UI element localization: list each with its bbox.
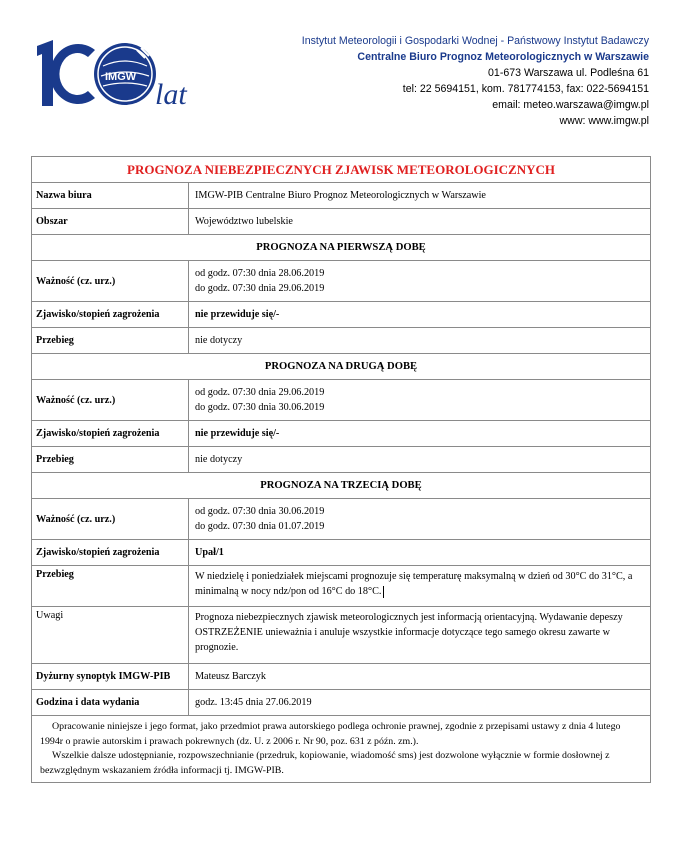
document-title: PROGNOZA NIEBEZPIECZNYCH ZJAWISK METEOROLOGICZNYCH: [127, 161, 555, 177]
course-value: nie dotyczy: [195, 335, 243, 346]
course-text: W niedzielę i poniedziałek miejscami prognozuje się temperaturę maksymalną w dzień od 30°C do 31°C, a minimalną w nocy ndz/pon od 16°C do 18°C.: [195, 571, 633, 597]
validity-label: Ważność (cz. urz.): [32, 499, 189, 539]
imgw-100-years-logo: [33, 36, 208, 114]
validity-from: od godz. 07:30 dnia 28.06.2019: [195, 268, 325, 279]
validity-value: [189, 499, 650, 539]
email-line: email: meteo.warszawa@imgw.pl: [492, 99, 649, 111]
day3-validity-row: [32, 498, 650, 539]
area-row: [32, 208, 650, 234]
office-row: [32, 182, 650, 208]
copyright-footer: [32, 715, 650, 782]
course-value: [189, 566, 650, 606]
day2-course-row: [32, 446, 650, 472]
phone-line: tel: 22 5694151, kom. 781774153, fax: 022-5694151: [402, 83, 649, 95]
course-value: nie dotyczy: [195, 454, 243, 465]
day1-course-row: [32, 327, 650, 353]
day2-validity-row: [32, 379, 650, 420]
phenomenon-label: Zjawisko/stopień zagrożenia: [32, 302, 189, 327]
validity-to: do godz. 07:30 dnia 30.06.2019: [195, 402, 325, 413]
forecaster-value: Mateusz Barczyk: [195, 671, 266, 682]
day1-phenomenon-row: [32, 301, 650, 327]
issued-row: [32, 689, 650, 715]
text-cursor: [383, 586, 384, 598]
phenomenon-label: Zjawisko/stopień zagrożenia: [32, 540, 189, 565]
course-label: Przebieg: [32, 447, 189, 472]
validity-label: Ważność (cz. urz.): [32, 380, 189, 420]
validity-from: od godz. 07:30 dnia 30.06.2019: [195, 506, 325, 517]
day2-phenomenon-row: [32, 420, 650, 446]
forecaster-row: [32, 663, 650, 689]
area-value: Województwo lubelskie: [195, 216, 293, 227]
institute-name: Instytut Meteorologii i Gospodarki Wodnej - Państwowy Instytut Badawczy: [301, 35, 649, 47]
phenomenon-value: Upał/1: [195, 547, 224, 558]
phenomenon-value: nie przewiduje się/-: [195, 428, 280, 439]
office-name: Centralne Biuro Prognoz Meteorologicznych w Warszawie: [357, 51, 649, 63]
validity-to: do godz. 07:30 dnia 01.07.2019: [195, 521, 325, 532]
course-label: Przebieg: [32, 328, 189, 353]
notes-row: [32, 606, 650, 663]
institute-header: [302, 33, 649, 129]
day2-heading: PROGNOZA NA DRUGĄ DOBĘ: [32, 353, 650, 379]
validity-value: [189, 261, 650, 301]
issued-value: godz. 13:45 dnia 27.06.2019: [195, 697, 312, 708]
day1-heading: PROGNOZA NA PIERWSZĄ DOBĘ: [32, 234, 650, 260]
course-label: Przebieg: [32, 566, 189, 606]
day3-phenomenon-row: [32, 539, 650, 565]
notes-label: Uwagi: [32, 607, 189, 663]
office-value: IMGW-PIB Centralne Biuro Prognoz Meteorologicznych w Warszawie: [195, 190, 486, 201]
address: 01-673 Warszawa ul. Podleśna 61: [488, 67, 649, 79]
svg-text:lat: lat: [155, 78, 187, 111]
day3-heading: PROGNOZA NA TRZECIĄ DOBĘ: [32, 472, 650, 498]
validity-from: od godz. 07:30 dnia 29.06.2019: [195, 387, 325, 398]
office-label: Nazwa biura: [32, 183, 189, 208]
phenomenon-value: nie przewiduje się/-: [195, 309, 280, 320]
day1-validity-row: [32, 260, 650, 301]
day3-course-row: [32, 565, 650, 606]
forecast-table: [31, 156, 651, 783]
www-line: www: www.imgw.pl: [559, 115, 649, 127]
validity-to: do godz. 07:30 dnia 29.06.2019: [195, 283, 325, 294]
notes-value: Prognoza niebezpiecznych zjawisk meteorologicznych jest informacją orientacyjną. Wydawanie depeszy OSTRZEŻENIE unieważnia i anuluje wszystkie informacje dotyczące tego samego okresu zawarte w prognozie.: [195, 612, 623, 653]
forecaster-label: Dyżurny synoptyk IMGW-PIB: [32, 664, 189, 689]
copyright-paragraph: Opracowanie niniejsze i jego format, jako przedmiot prawa autorskiego podlega ochronie prawnej, zgodnie z przepisami ustawy z dnia 4 lutego 1994r o prawie autorskim i prawach pokrewnych (dz. U. z 2006 r. Nr 90, poz. 631 z późn. zm.).: [40, 721, 621, 747]
svg-text:IMGW: IMGW: [105, 71, 137, 83]
validity-label: Ważność (cz. urz.): [32, 261, 189, 301]
phenomenon-label: Zjawisko/stopień zagrożenia: [32, 421, 189, 446]
redistribution-paragraph: Wszelkie dalsze udostępnianie, rozpowszechnianie (przedruk, kopiowanie, wiadomość sms) jest dozwolone wyłącznie w formie dosłownej z bezwzględnym wskazaniem źródła informacji tj. IMGW-PIB.: [40, 750, 610, 776]
validity-value: [189, 380, 650, 420]
issued-label: Godzina i data wydania: [32, 690, 189, 715]
area-label: Obszar: [32, 209, 189, 234]
